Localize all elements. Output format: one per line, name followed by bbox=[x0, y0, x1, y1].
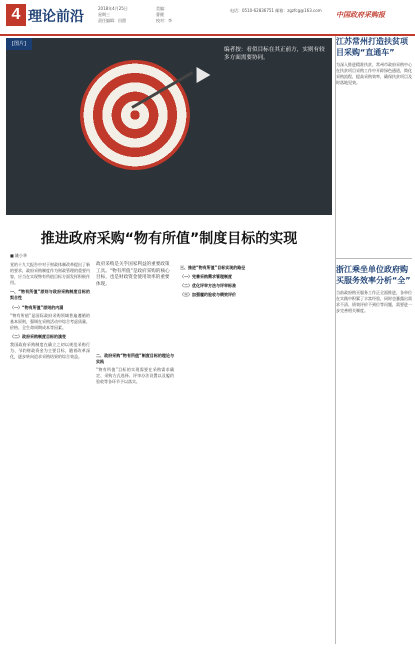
page-header bbox=[0, 0, 415, 36]
paragraph: “物有所值”目标的实现需要在采购需求确定、采购方式选择、评审办法设置以及履约验收等各环节予以落实。 bbox=[96, 367, 174, 385]
sidebar-story-1-title: 江苏常州打造扶贫项目采购“直通车” bbox=[336, 37, 408, 57]
paragraph: 我国政府采购制度在确立之初以规范采购行为、节约财政资金为主要目标，随着改革深化，逐步转向追求采购结果的综合效益。 bbox=[10, 342, 90, 360]
subheading: （一）“物有所值”原则的内涵 bbox=[10, 304, 64, 310]
editor-info: 美编： 曹健 校对：李 bbox=[156, 6, 172, 23]
article-photo bbox=[6, 38, 332, 215]
article-column-1 bbox=[10, 262, 90, 644]
dartboard-image bbox=[80, 60, 190, 170]
article-column-2 bbox=[96, 350, 174, 644]
sidebar-story-1 bbox=[336, 36, 412, 262]
article-title: 推进政府采购“物有所值”制度目标的实现 bbox=[40, 231, 298, 247]
article-author: ■ 姚小华 bbox=[10, 253, 28, 258]
dart-flight-image bbox=[190, 63, 211, 83]
photo-caption-bar: [图片] bbox=[6, 38, 32, 50]
section-title: 理论前沿 bbox=[28, 9, 84, 25]
paragraph: “物有所值”是国际政府采购领域普遍遵循的基本原则，强调在采购活动中综合考虑质量、价格、全生命周期成本等因素。 bbox=[10, 312, 90, 330]
subheading: （二）优化评审方法与评审标准 bbox=[180, 283, 236, 289]
subheading: 二、政府采购“物有所值”制度目标的理论与实践 bbox=[96, 353, 174, 365]
sidebar-separator bbox=[336, 258, 412, 259]
sidebar-story-2-body: 当前政府购买服务工作正全面推进，各单位在实践中积累了丰富经验，同时也暴露出需求不清、绩效评价不到位等问题，需要进一步完善相关制度。 bbox=[336, 290, 412, 314]
sidebar-story-2-title: 浙江乘坐单位政府购买服务效率分析“全” bbox=[336, 265, 411, 285]
contact-info: 电话：0510-62836751 邮箱：zgzfcg@163.com bbox=[230, 8, 322, 13]
issue-date: 2018年4月25日 星期三 责任编辑：田甜 bbox=[98, 6, 128, 23]
sidebar-story-1-body: 为深入推进精准扶贫，常州市政府采购中心在扶贫项目采购工作中开辟绿色通道，简化采购流程，提高采购效率，确保扶贫项目及时落地见效。 bbox=[336, 62, 412, 86]
photo-caption: 编者按：看似目标在其正前方，实则有较多方面需要协同。 bbox=[224, 47, 325, 62]
newspaper-logo: 中国政府采购报 bbox=[336, 10, 385, 19]
subheading: 三、推进“物有所值”目标实现的路径 bbox=[180, 265, 246, 270]
subheading: （二）政府采购制度目标的演变 bbox=[10, 333, 66, 339]
sidebar-story-2 bbox=[336, 264, 412, 620]
subheading: 一、“物有所值”原则与政府采购制度目标的契合性 bbox=[10, 289, 90, 301]
article-column-4 bbox=[260, 262, 330, 644]
subheading: （一）完善采购需求管理制度 bbox=[180, 274, 232, 280]
subheading: （三）加强履约验收与绩效评价 bbox=[180, 292, 236, 298]
article-column-3 bbox=[180, 262, 254, 644]
pull-quote: 政府采购是关乎国家利益的重要政策工具。“物有所值”是政府采购的核心目标，也是财政资金使用效率的重要体现。 bbox=[96, 262, 170, 287]
page-number: 4 bbox=[6, 4, 26, 26]
paragraph: 党的十九大报告中对于财政体制改革提出了新的要求，政府采购制度作为财政管理的重要内容，应当在实现物有所值目标方面发挥积极作用。 bbox=[10, 262, 90, 286]
